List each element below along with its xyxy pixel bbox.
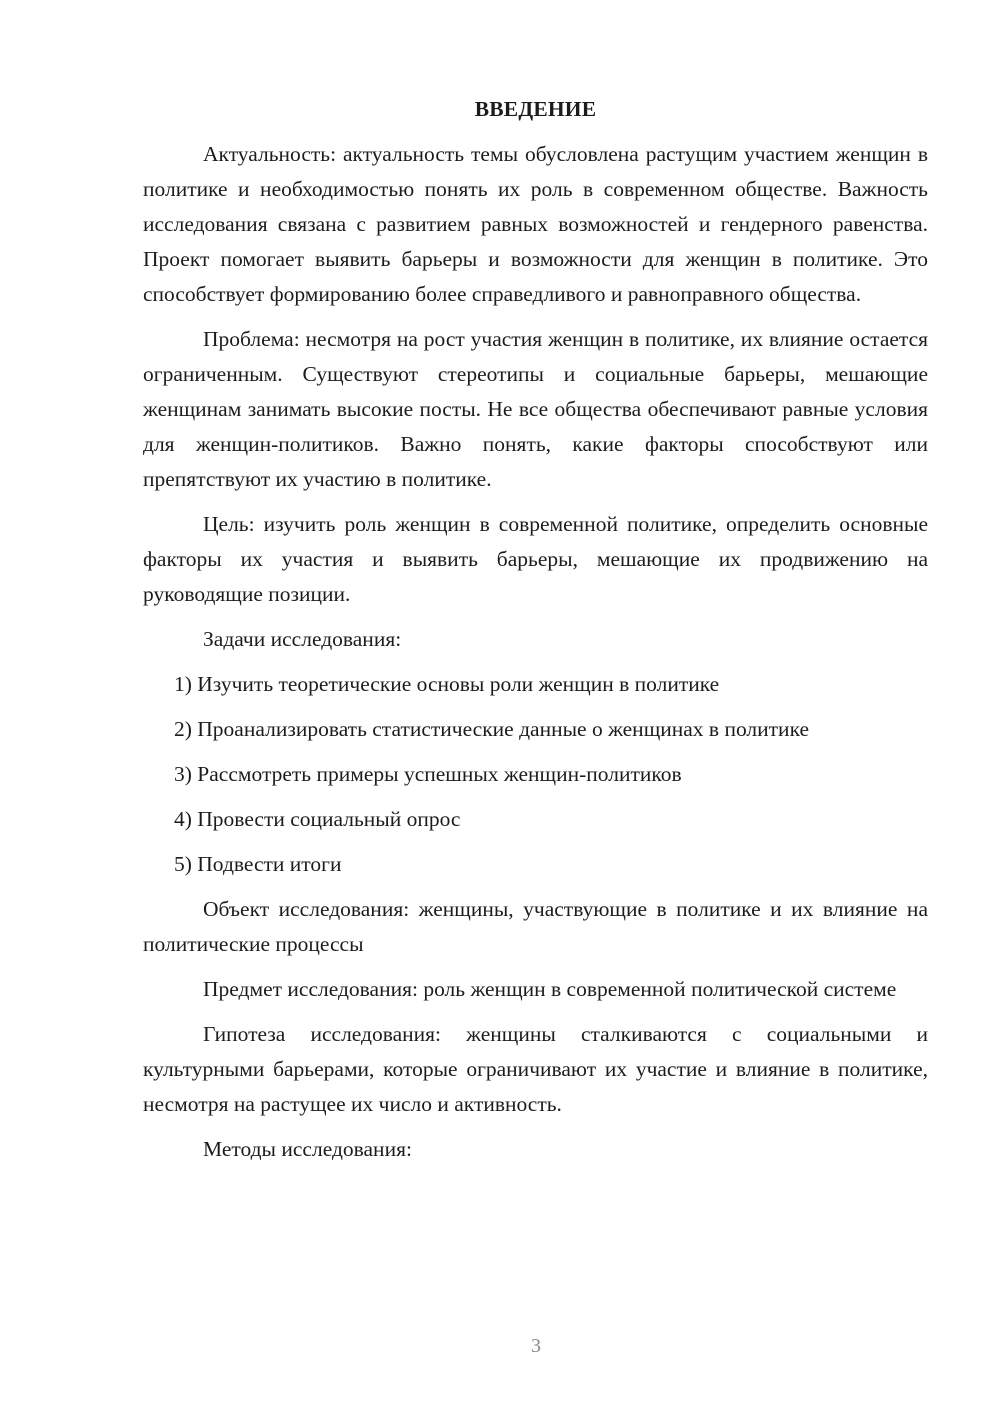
- list-item: 3) Рассмотреть примеры успешных женщин-политиков: [174, 762, 682, 786]
- list-item: 1) Изучить теоретические основы роли женщин в политике: [174, 672, 720, 696]
- list-item: 2) Проанализировать статистические данные о женщинах в политике: [174, 717, 810, 741]
- section-title: ВВЕДЕНИЕ: [474, 97, 597, 121]
- object-paragraph: Объект исследования: женщины, участвующие в политике и их влияние на политические процессы: [143, 897, 928, 956]
- methods-heading: Методы исследования:: [203, 1137, 412, 1161]
- hypothesis-paragraph: Гипотеза исследования: женщины сталкиваются с социальными и культурными барьерами, которые ограничивают их участие и влияние в политике, несмотря на растущее их число и активность.: [143, 1022, 928, 1116]
- problem-paragraph: Проблема: несмотря на рост участия женщин в политике, их влияние остается ограниченным. Существуют стереотипы и социальные барьеры, мешающие женщинам занимать высокие посты. Не все общества обеспечивают равные условия для женщин-политиков. Важно понять, какие факторы способствуют или препятствуют их участию в политике.: [143, 327, 928, 491]
- page-number: 3: [531, 1335, 541, 1357]
- goal-paragraph: Цель: изучить роль женщин в современной политике, определить основные факторы их участия и выявить барьеры, мешающие их продвижению на руководящие позиции.: [143, 512, 928, 606]
- tasks-heading: Задачи исследования:: [203, 627, 402, 651]
- list-item: 5) Подвести итоги: [174, 852, 342, 876]
- subject-paragraph: Предмет исследования: роль женщин в современной политической системе: [203, 977, 897, 1001]
- list-item: 4) Провести социальный опрос: [174, 807, 461, 831]
- tasks-list: [143, 667, 928, 882]
- page-content: [143, 92, 928, 1177]
- relevance-paragraph: Актуальность: актуальность темы обусловлена растущим участием женщин в политике и необходимостью понять их роль в современном обществе. Важность исследования связана с развитием равных возможностей и гендерного равенства. Проект помогает выявить барьеры и возможности для женщин в политике. Это способствует формированию более справедливого и равноправного общества.: [143, 142, 928, 306]
